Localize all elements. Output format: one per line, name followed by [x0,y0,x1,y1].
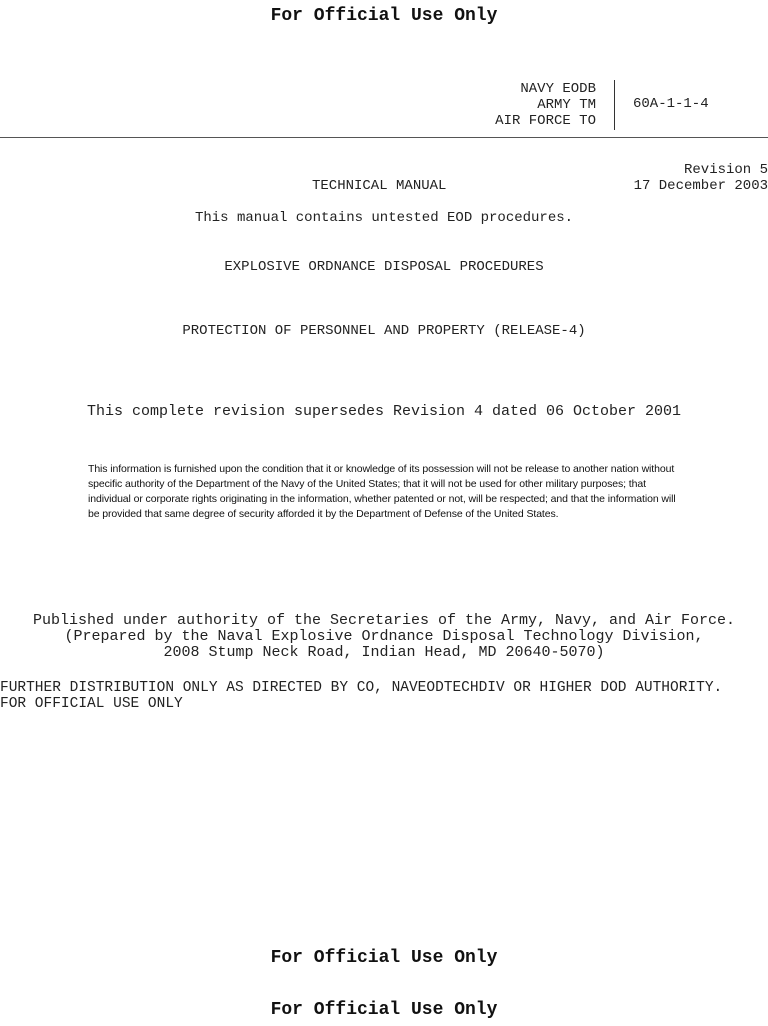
document-title: PROTECTION OF PERSONNEL AND PROPERTY (RELEASE-4) [182,323,586,339]
subject-heading: EXPLOSIVE ORDNANCE DISPOSAL PROCEDURES [224,259,544,275]
next-page-classification-banner: For Official Use Only [270,1000,498,1020]
release-notice: This information is furnished upon the condition that it or knowledge of its possession will not be release to another nation without specific authority of the Department of the Navy of the United States; that it will not be used for other military purposes; that individual or corporate rights originating in the information, whether patented or not, will be respected; and that the information will be provided that same degree of security afforded it by the Department of Defense of the United States. [88,463,676,520]
distribution-line-2: FOR OFFICIAL USE ONLY [0,696,183,712]
publication-number: 60A-1-1-4 [633,96,709,112]
revision-label: Revision 5 [683,162,768,178]
authority-line-2: (Prepared by the Naval Explosive Ordnance Disposal Technology Division, [64,628,704,645]
cutoff-text-bottom [0,1020,768,1026]
distribution-statement [0,680,722,712]
supersedes-statement: This complete revision supersedes Revision 4 dated 06 October 2001 [86,403,682,420]
designator-navy: NAVY EODB [520,81,596,97]
untested-note: This manual contains untested EOD procedures. [194,210,574,226]
cutoff-text-top [0,29,768,35]
top-classification-banner: For Official Use Only [270,6,498,26]
authority-block [0,613,768,661]
bottom-classification-banner: For Official Use Only [270,948,498,968]
header-rule [0,137,768,138]
authority-line-3: 2008 Stump Neck Road, Indian Head, MD 20640-5070) [163,644,605,661]
revision-date: 17 December 2003 [633,178,768,194]
header-designators [495,81,596,129]
designator-air-force: AIR FORCE TO [495,113,596,129]
authority-line-1: Published under authority of the Secretaries of the Army, Navy, and Air Force. [32,612,736,629]
manual-type: TECHNICAL MANUAL [312,178,447,194]
designator-army: ARMY TM [537,97,596,113]
distribution-line-1: FURTHER DISTRIBUTION ONLY AS DIRECTED BY CO, NAVEODTECHDIV OR HIGHER DOD AUTHORITY. [0,680,723,696]
revision-block [634,162,768,194]
header-vertical-divider [614,80,615,130]
